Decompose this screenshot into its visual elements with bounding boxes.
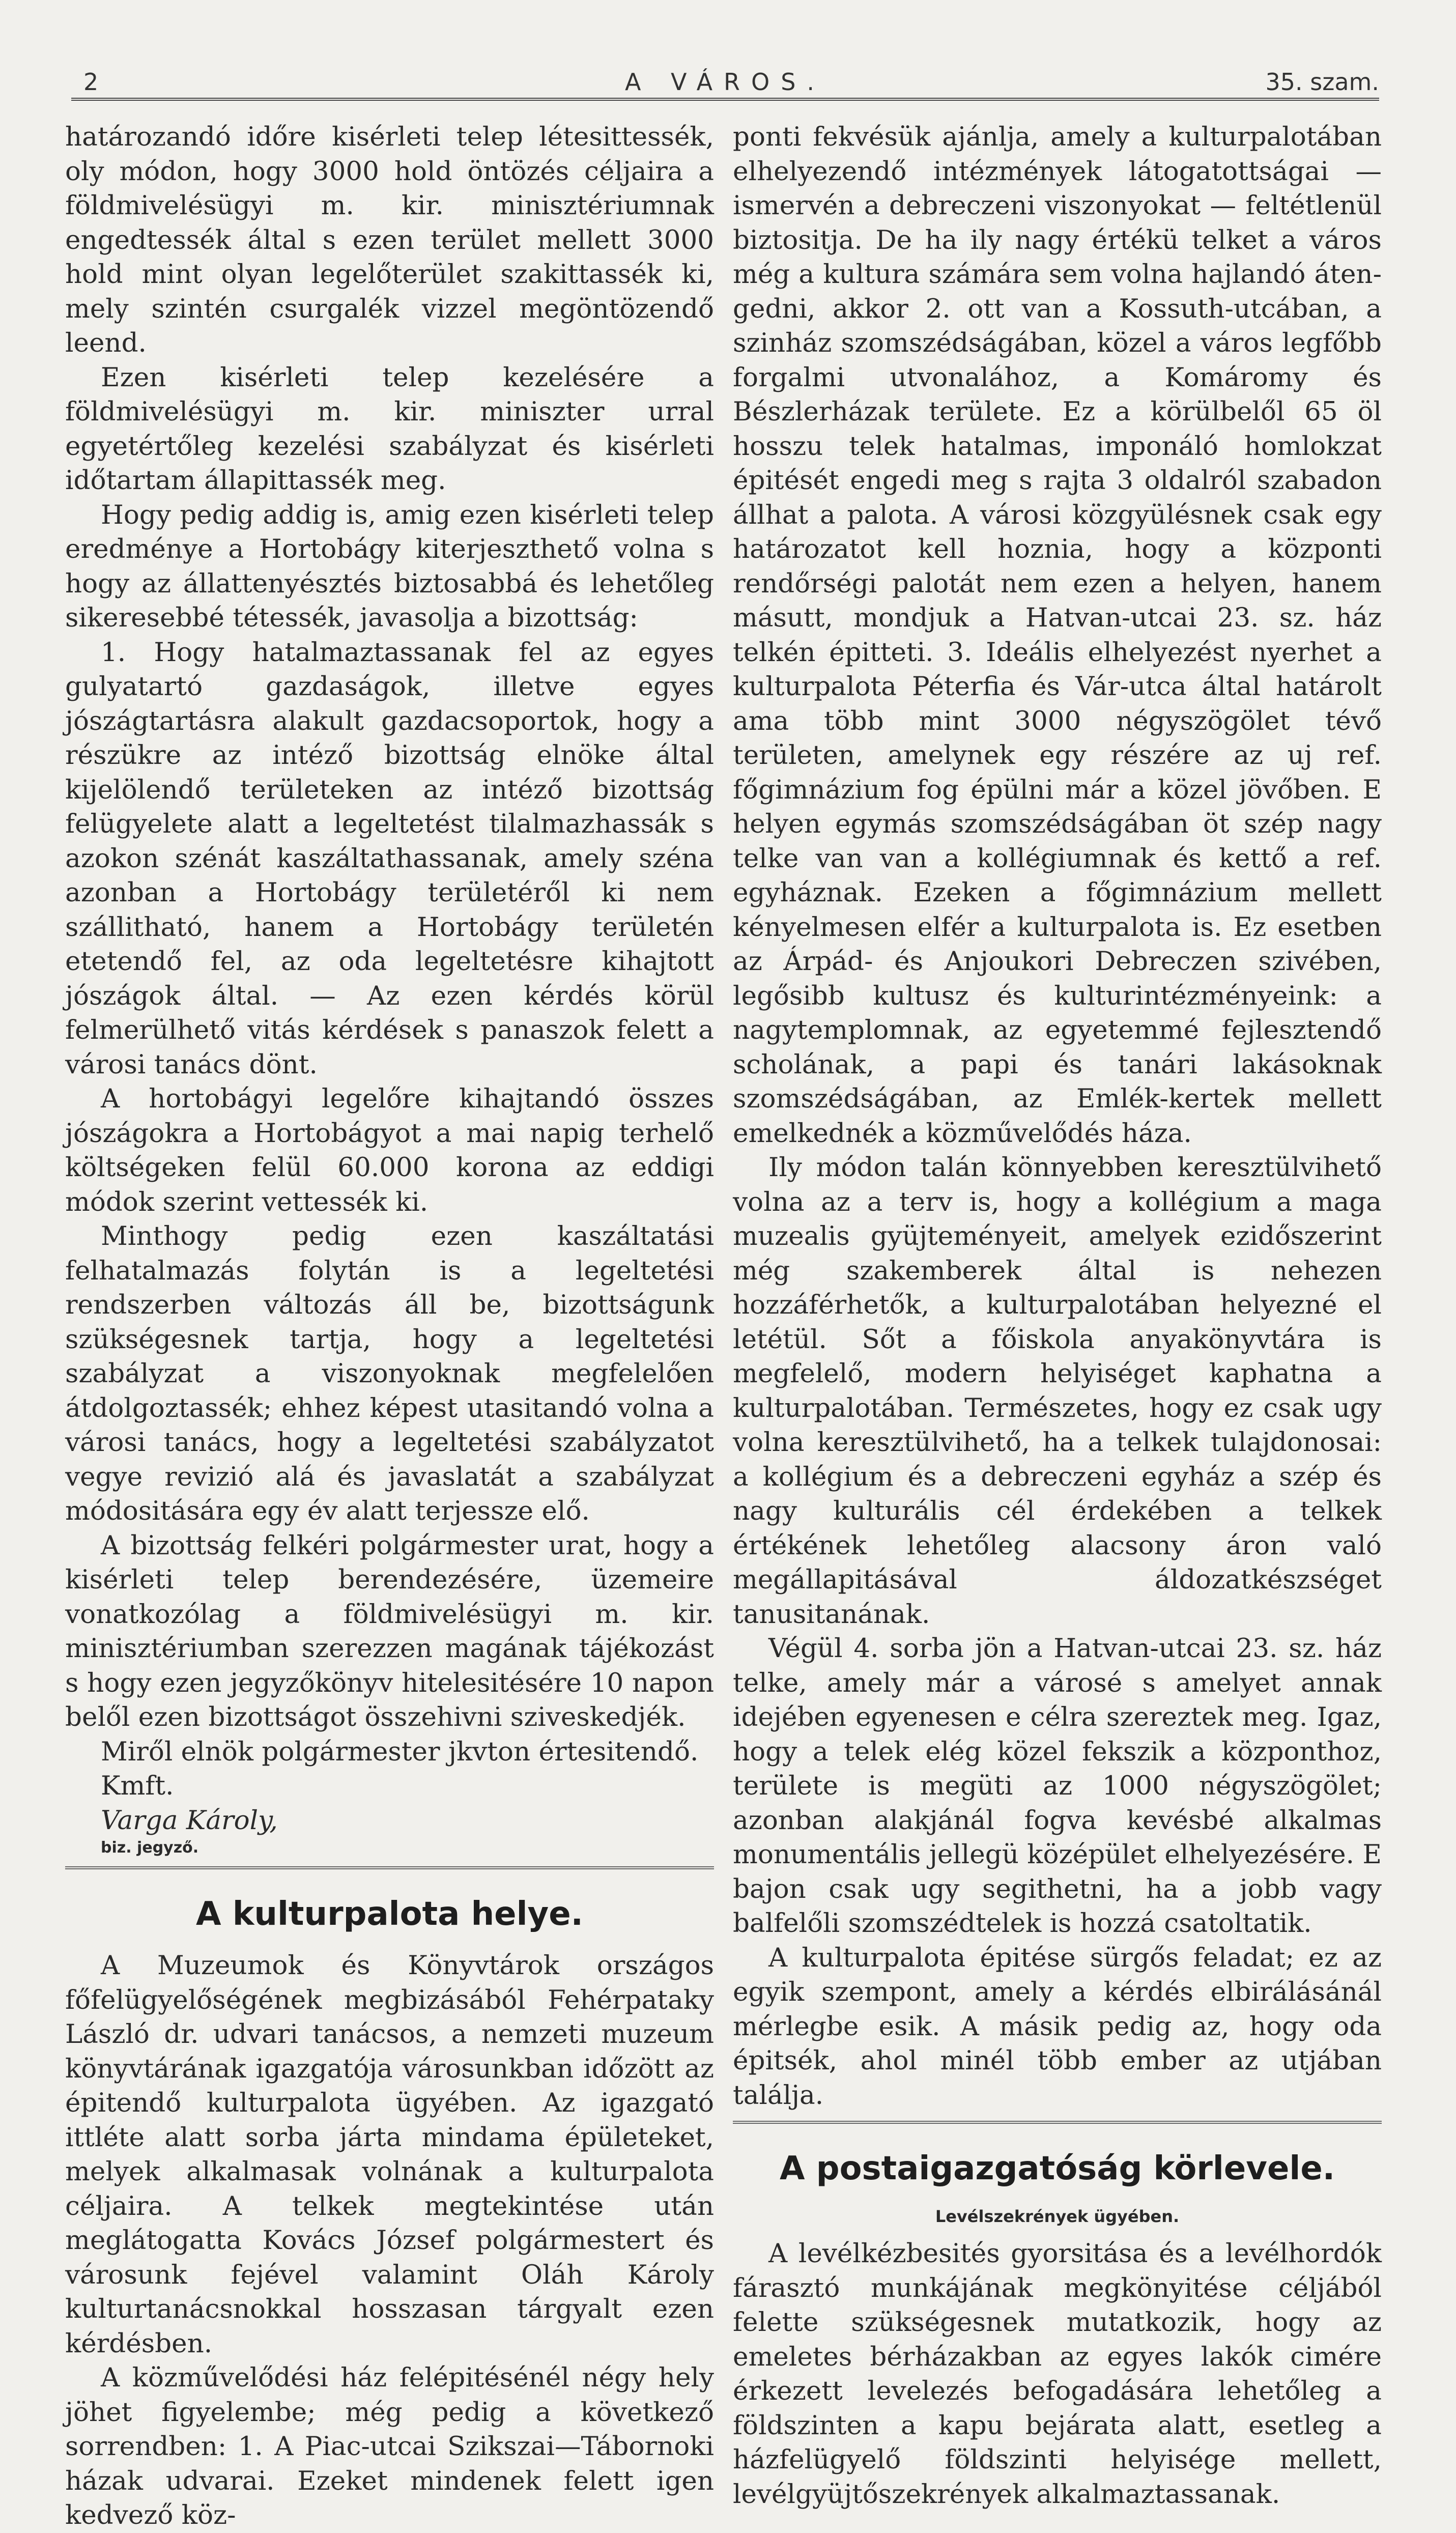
kmft-line: Kmft. (101, 1771, 174, 1801)
article-divider (65, 1866, 714, 1869)
issue-number: 35. szam. (1265, 68, 1379, 96)
signature-title: biz. jegyző. (101, 1839, 199, 1857)
article-subtitle: Levélszekrények ügyében. (935, 2207, 1180, 2226)
paragraph: ponti fekvésük ajánlja, amely a kulturpalotában elhelyezendő intézmények látogatottságai — ismervén a debreczeni viszonyokat — feltétlenül biztositja. De ha ily nagy értékü telket a város még a kultura számára sem volna hajlandó átengedni, akkor 2. ott van a Kossuth-utcában, a szinház szomszédságában, közel a város legfőbb forgalmi utvonalához, a Komáromy és Bészlerházak területe. Ez a körülbelől 65 öl hosszu telek hatalmas, imponáló homlokzat épitését engedi meg s rajta 3 oldalról szabadon állhat a palota. A városi közgyülésnek csak egy határozatot kell hoznia, hogy a központi rendőrségi palotát nem ezen a helyen, hanem másutt, mondjuk a Hatvan-utcai 23. sz. ház telkén épitteti. 3. Ideális elhelyezést nyerhet a kulturpalota Péterfia és Vár-utca által határolt ama több mint 3000 négyszögölet tévő területen, amelynek egy részére az uj ref. főgimnázium fog épülni már a közel jövőben. E helyen egymás szomszédságában öt szép nagy telke van van a kollégiumnak és kettő a ref. egyháznak. Ezeken a főgimnázium mellett kényelmesen elfér a kulturpalota is. Ez esetben az Árpád- és Anjoukori Debreczen szivében, legősibb kultusz és kulturintézményeink: a nagytemplomnak, az egyetemmé fejlesztendő scholának, a papi és tanári lakásoknak szomszédságában, az Emlék-kertek mellett emelkednék a közművelődés háza. (733, 122, 1382, 1149)
page-header (71, 60, 1379, 101)
article-title-postaigazgatosag: A postaigazgatóság körlevele. (779, 2150, 1335, 2187)
paragraph: A bizottság felkéri polgármester urat, hogy a kisérleti telep berendezésére, üzemeire vonatkozólag a földmivelésügyi m. kir. minisztériumban szerezzen magának tájékozást s hogy ezen jegyzőkönyv hitelesitésére 10 napon belől ezen bizottságot összehivni sziveskedjék. (65, 1530, 714, 1732)
page-number: 2 (83, 68, 99, 96)
paragraph: A hortobágyi legelőre kihajtandó összes jószágokra a Hortobágyot a mai napig terhelő költségeken felül 60.000 korona az eddigi módok szerint vettessék ki. (65, 1084, 714, 1217)
masthead-title: A VÁROS. (624, 68, 826, 96)
paragraph: A Muzeumok és Könyvtárok országos főfelügyelőségének megbizásából Fehérpataky László dr. udvari tanácsos, a nemzeti muzeum könyvtárának igazgatója városunkban időzött az épitendő kulturpalota ügyében. Az igazgató ittléte alatt sorba járta mindama épületeket, melyek alkalmasak volnának a kulturpalota céljaira. A telkek megtekintése után meglátogatta Kovács József polgármestert és városunk fejével valamint Oláh Károly kulturtanácsnokkal hosszasan tárgyalt ezen kérdésben. (65, 1950, 714, 2359)
article-title-kulturpalota: A kulturpalota helye. (196, 1895, 583, 1933)
paragraph: Miről elnök polgármester jkvton értesitendő. (101, 1736, 699, 1767)
left-column (65, 120, 714, 2533)
article-divider (733, 2121, 1382, 2124)
paragraph: 1. Hogy hatalmaztassanak fel az egyes gulyatartó gazdaságok, illetve egyes jószágtartásra alakult gazdacsoportok, hogy a részükre az intéző bizottság elnöke által kijelölendő területeken az intéző bizottság felügyelete alatt a legeltetést tilalmazhassák s azokon szénát kaszáltathassanak, amely széna azonban a Hortobágy területéről ki nem szállitható, hanem a Hortobágy területén etetendő fel, az oda legeltetésre kihajtott jószágok által. — Az ezen kérdés körül felmerülhető vitás kérdések s panaszok felett a városi tanács dönt. (65, 637, 714, 1080)
right-column (733, 120, 1382, 2512)
paragraph: Hogy pedig addig is, amig ezen kisérleti telep eredménye a Hortobágy kiterjeszthető volna s hogy az állattenyésztés biztosabbá és lehetőleg sikeresebbé tétessék, javasolja a bizottság: (65, 499, 714, 633)
paragraph: A kulturpalota épitése sürgős feladat; ez az egyik szempont, amely a kérdés elbirálásánál mérlegbe esik. A másik pedig az, hogy oda épitsék, ahol minél több ember az utjában találja. (733, 1942, 1382, 2111)
header-rule (71, 98, 1379, 101)
paragraph: Ily módon talán könnyebben keresztülvihető volna az a terv is, hogy a kollégium a maga muzealis gyüjteményeit, amelyek ezidőszerint még szakemberek által is nehezen hozzáférhetők, a kulturpalotában helyezné el letétül. Sőt a főiskola anyakönyvtára is megfelelő, modern helyiséget kaphatna a kulturpalotában. Természetes, hogy ez csak ugy volna keresztülvihető, ha a telkek tulajdonosai: a kollégium és a debreczeni egyház a szép és nagy kulturális cél érdekében a telkek értékének lehetőleg alacsony áron való megállapitásával áldozatkészséget tanusitanának. (733, 1152, 1382, 1630)
paragraph: határozandó időre kisérleti telep létesittessék, oly módon, hogy 3000 hold öntözés céljaira a földmivelésügyi m. kir. minisztériumnak engedtessék által s ezen terület mellett 3000 hold mint olyan legelőterület szakittassék ki, mely szintén csurgalék vizzel megöntözendő leend. (65, 122, 714, 358)
paragraph: A közművelődési ház felépitésénél négy hely jöhet figyelembe; még pedig a következő sorrendben: 1. A Piac-utcai Szikszai—Tábornoki házak udvarai. Ezeket mindenek felett igen kedvező köz- (65, 2363, 714, 2530)
paragraph: Végül 4. sorba jön a Hatvan-utcai 23. sz. ház telke, amely már a városé s amelyet annak idejében egyenesen e célra szereztek meg. Igaz, hogy a telek elég közel fekszik a központhoz, területe is megüti az 1000 négyszögölet; azonban alakjánál fogva kevésbé alkalmas monumentális jellegü középület elhelyezésére. E bajon csak ugy segithetni, ha a jobb vagy balfelőli szomszédtelek is hozzá csatoltatik. (733, 1633, 1382, 1939)
paragraph: A levélkézbesités gyorsitása és a levélhordók fárasztó munkájának megkönyitése céljából felette szükségesnek mutatkozik, hogy az emeletes bérházakban az egyes lakók cimére érkezett levelezés befogadására lehetőleg a földszinten a kapu bejárata alatt, esetleg a házfelügyelő földszinti helyisége mellett, levélgyüjtőszekrények alkalmaztassanak. (733, 2238, 1382, 2510)
paragraph: Minthogy pedig ezen kaszáltatási felhatalmazás folytán is a legeltetési rendszerben változás áll be, bizottságunk szükségesnek tartja, hogy a legeltetési szabályzat a viszonyoknak megfelelően átdolgoztassék; ehhez képest utasitandó volna a városi tanács, hogy a legeltetési szabályzatot vegye revizió alá és javaslatát a szabályzat módositására egy év alatt terjessze elő. (65, 1221, 714, 1526)
paragraph: Ezen kisérleti telep kezelésére a földmivelésügyi m. kir. miniszter urral egyetértőleg kezelési szabályzat és kisérleti időtartam állapittassék meg. (65, 362, 714, 496)
signature: Varga Károly, (101, 1805, 278, 1836)
